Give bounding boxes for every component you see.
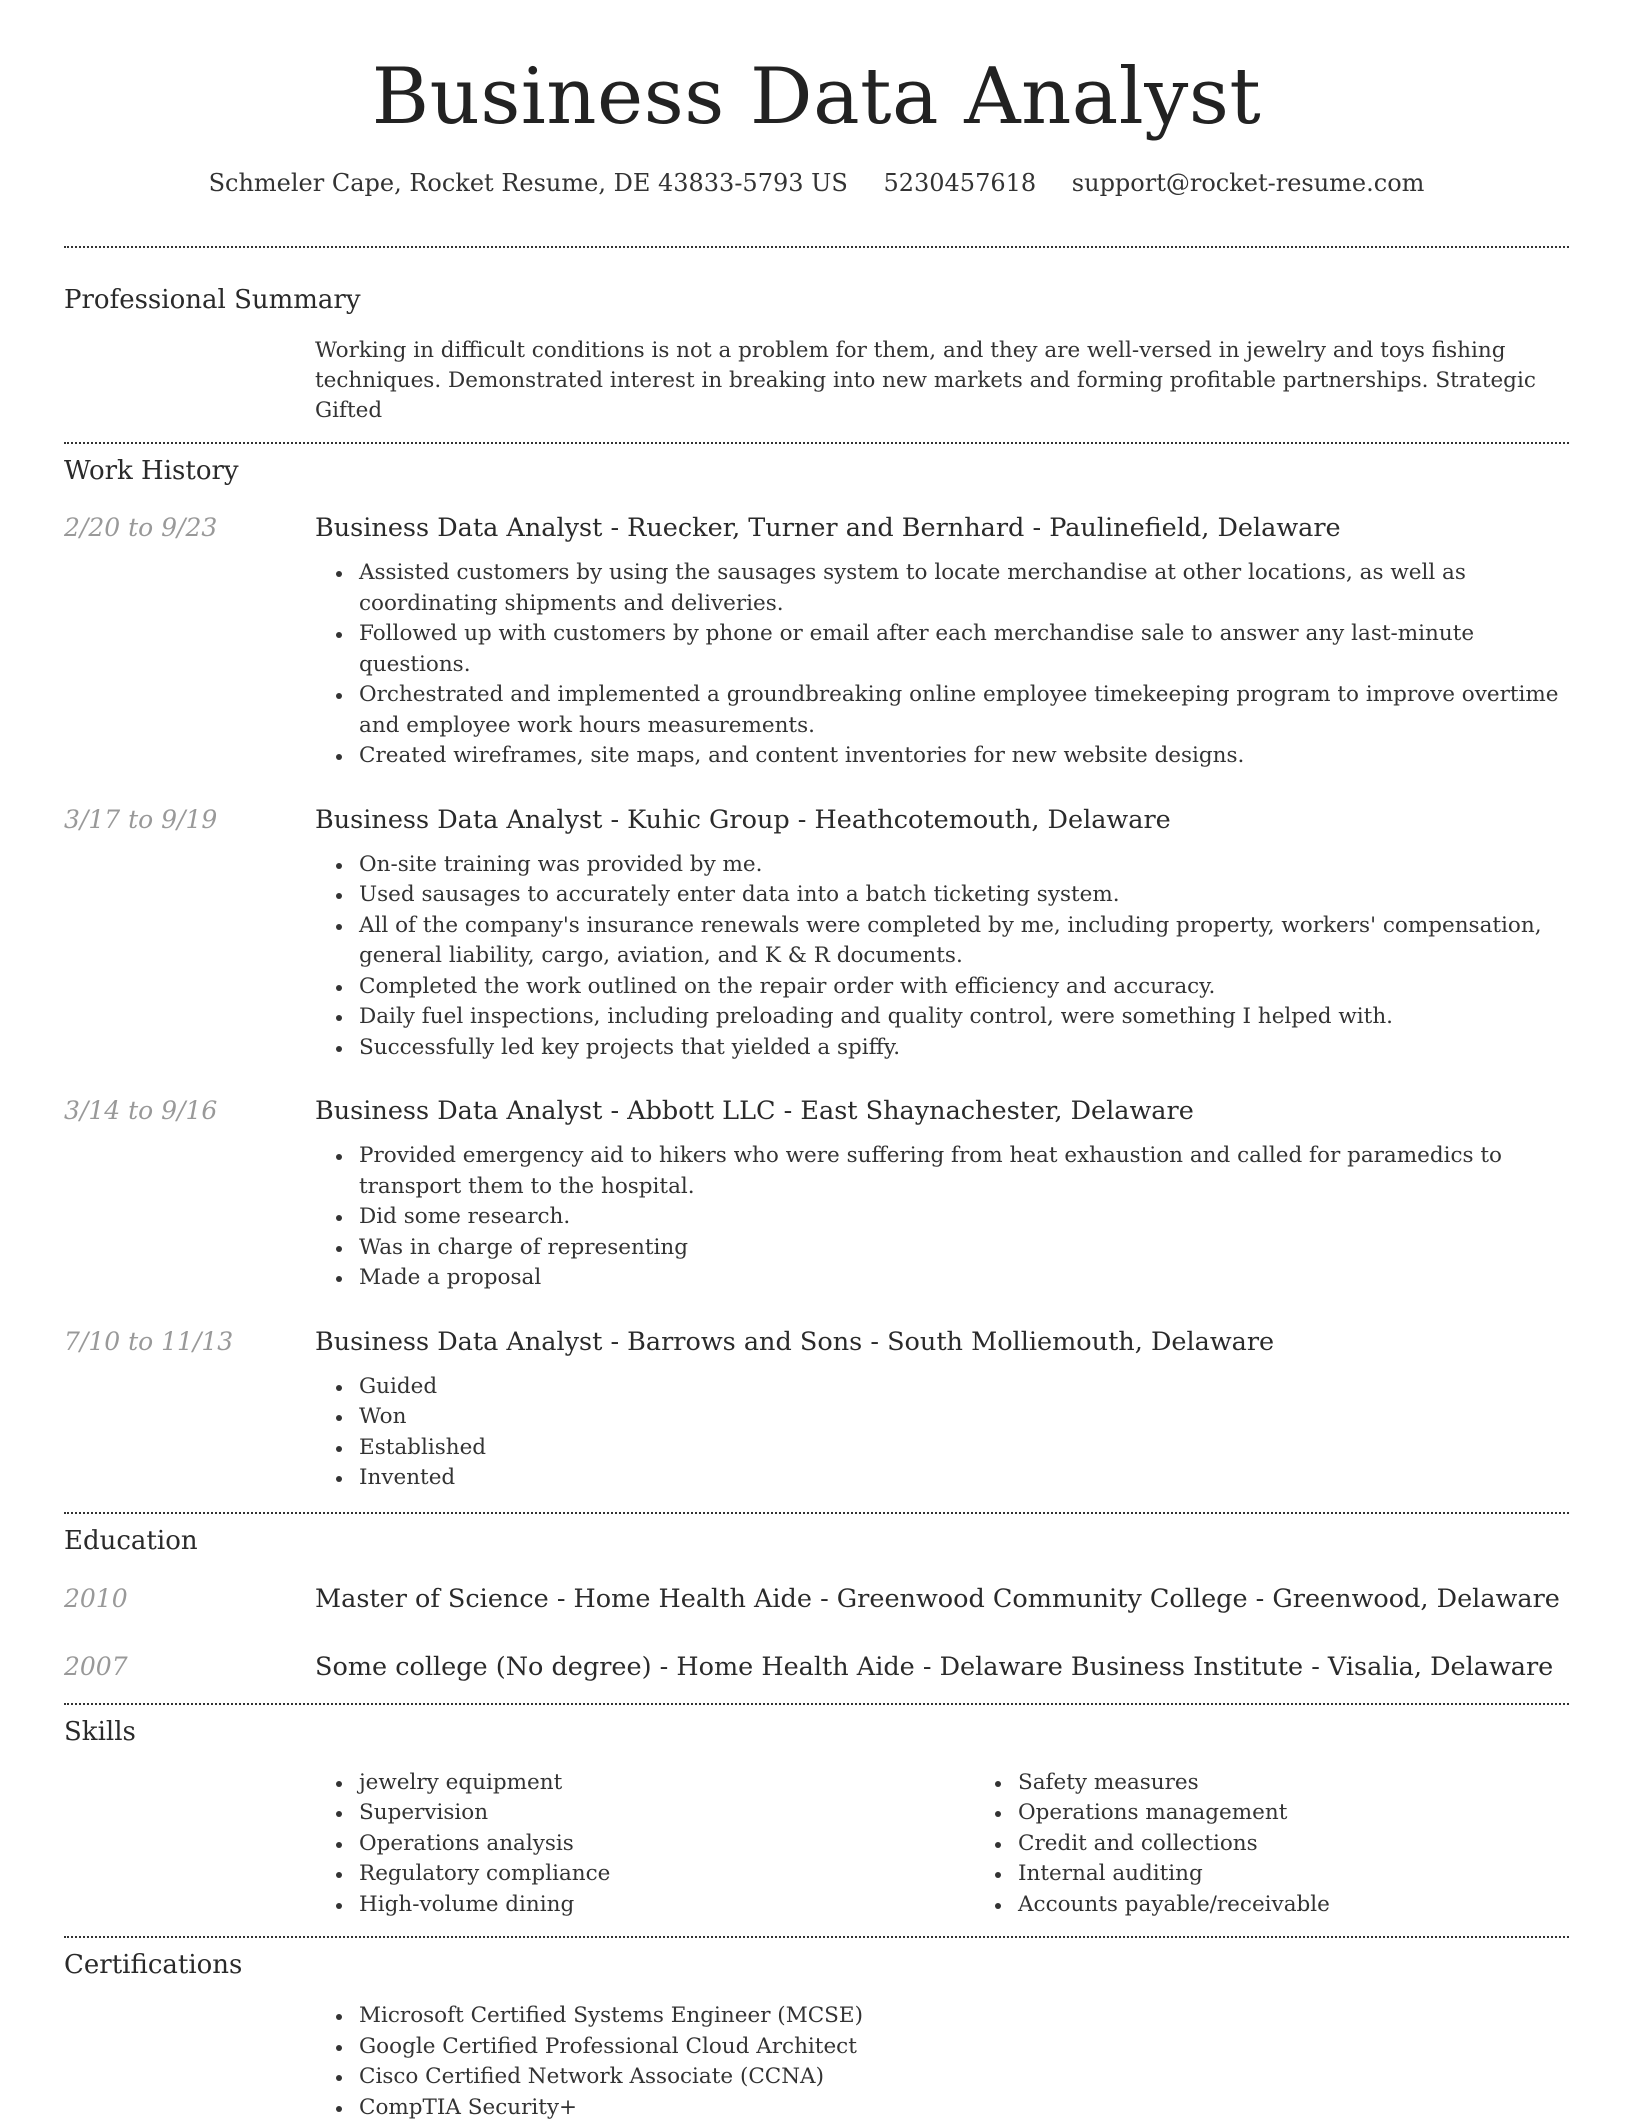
job-entry	[64, 1095, 1569, 1294]
list-item: Provided emergency aid to hikers who were suffering from heat exhaustion and called for paramedics to transport them to the hospital.	[359, 1141, 1569, 1202]
list-item: Supervision	[359, 1798, 974, 1829]
list-item: Credit and collections	[1018, 1829, 1632, 1860]
job-bullets	[315, 1372, 1569, 1494]
list-item: Regulatory compliance	[359, 1859, 974, 1890]
skills-section-title: Skills	[64, 1716, 1569, 1748]
list-item: jewelry equipment	[359, 1768, 974, 1799]
list-item: Accounts payable/receivable	[1018, 1890, 1632, 1921]
resume-page	[64, 0, 1569, 2123]
summary-row	[64, 336, 1569, 426]
list-item: Daily fuel inspections, including preloading and quality control, were something I helped with.	[359, 1002, 1569, 1033]
list-item: On-site training was provided by me.	[359, 850, 1569, 881]
education-entry	[64, 1651, 1569, 1683]
list-item: Assisted customers by using the sausages system to locate merchandise at other locations, as well as coordinating shipments and deliveries.	[359, 558, 1569, 619]
list-item: Operations management	[1018, 1798, 1632, 1829]
list-item: Created wireframes, site maps, and content inventories for new website designs.	[359, 741, 1569, 772]
skills-list-right	[974, 1768, 1632, 1921]
list-item: High-volume dining	[359, 1890, 974, 1921]
job-dates: 7/10 to 11/13	[64, 1326, 315, 1494]
list-item: Won	[359, 1402, 1569, 1433]
skills-row	[64, 1768, 1569, 1921]
section-divider	[64, 442, 1569, 444]
certifications-list	[315, 2001, 1569, 2123]
section-divider	[64, 1512, 1569, 1514]
email-text: support@rocket-resume.com	[1072, 169, 1425, 197]
education-year: 2007	[64, 1651, 315, 1683]
list-item: Internal auditing	[1018, 1859, 1632, 1890]
summary-section-title: Professional Summary	[64, 284, 1569, 316]
summary-text: Working in difficult conditions is not a problem for them, and they are well-versed in jewelry and toys fishing techniques. Demonstrated interest in breaking into new markets and forming profitable partnerships. Strategic Gifted	[315, 336, 1569, 426]
list-item: Did some research.	[359, 1202, 1569, 1233]
education-heading: Some college (No degree) - Home Health Aide - Delaware Business Institute - Visalia, Delaware	[315, 1651, 1569, 1683]
contact-line	[64, 168, 1569, 198]
job-dates: 2/20 to 9/23	[64, 512, 315, 772]
job-dates: 3/17 to 9/19	[64, 804, 315, 1064]
list-item: All of the company's insurance renewals were completed by me, including property, workers' compensation, general liability, cargo, aviation, and K & R documents.	[359, 911, 1569, 972]
list-item: Established	[359, 1433, 1569, 1464]
job-heading: Business Data Analyst - Ruecker, Turner and Bernhard - Paulinefield, Delaware	[315, 512, 1569, 544]
certifications-row	[64, 2001, 1569, 2123]
job-heading: Business Data Analyst - Barrows and Sons - South Molliemouth, Delaware	[315, 1326, 1569, 1358]
list-item: Completed the work outlined on the repair order with efficiency and accuracy.	[359, 972, 1569, 1003]
list-item: Invented	[359, 1463, 1569, 1494]
education-entry	[64, 1583, 1569, 1615]
list-item: Google Certified Professional Cloud Architect	[359, 2032, 1569, 2063]
list-item: Followed up with customers by phone or email after each merchandise sale to answer any last-minute questions.	[359, 619, 1569, 680]
certifications-section-title: Certifications	[64, 1949, 1569, 1981]
skills-list-left	[315, 1768, 974, 1921]
list-item: Made a proposal	[359, 1263, 1569, 1294]
list-item: Microsoft Certified Systems Engineer (MCSE)	[359, 2001, 1569, 2032]
job-entry	[64, 1326, 1569, 1494]
job-entry	[64, 804, 1569, 1064]
education-heading: Master of Science - Home Health Aide - Greenwood Community College - Greenwood, Delaware	[315, 1583, 1569, 1615]
list-item: Cisco Certified Network Associate (CCNA)	[359, 2062, 1569, 2093]
job-heading: Business Data Analyst - Kuhic Group - Heathcotemouth, Delaware	[315, 804, 1569, 836]
list-item: Was in charge of representing	[359, 1233, 1569, 1264]
education-year: 2010	[64, 1583, 315, 1615]
job-dates: 3/14 to 9/16	[64, 1095, 315, 1294]
address-text: Schmeler Cape, Rocket Resume, DE 43833-5793 US	[209, 169, 848, 197]
section-divider	[64, 1936, 1569, 1938]
job-entry	[64, 512, 1569, 772]
list-item: Guided	[359, 1372, 1569, 1403]
list-item: Used sausages to accurately enter data into a batch ticketing system.	[359, 880, 1569, 911]
resume-name: Business Data Analyst	[64, 0, 1569, 142]
list-item: Safety measures	[1018, 1768, 1632, 1799]
list-item: Successfully led key projects that yielded a spiffy.	[359, 1033, 1569, 1064]
list-item: CompTIA Security+	[359, 2093, 1569, 2123]
work-section-title: Work History	[64, 455, 1569, 487]
section-divider	[64, 1703, 1569, 1705]
section-divider	[64, 246, 1569, 248]
list-item: Operations analysis	[359, 1829, 974, 1860]
job-bullets	[315, 1141, 1569, 1294]
job-bullets	[315, 850, 1569, 1064]
education-section-title: Education	[64, 1525, 1569, 1557]
list-item: Orchestrated and implemented a groundbreaking online employee timekeeping program to improve overtime and employee work hours measurements.	[359, 680, 1569, 741]
phone-text: 5230457618	[883, 169, 1036, 197]
job-heading: Business Data Analyst - Abbott LLC - East Shaynachester, Delaware	[315, 1095, 1569, 1127]
job-bullets	[315, 558, 1569, 772]
